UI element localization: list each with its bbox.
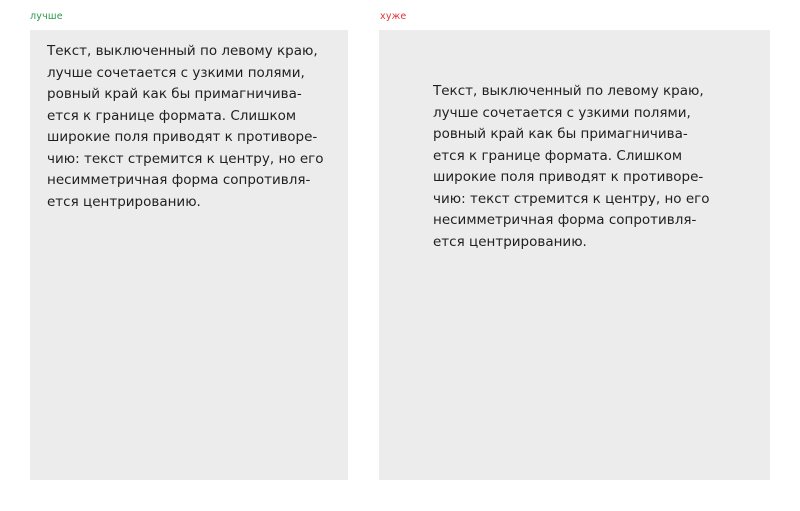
text-line: ется центрированию. [433,233,587,250]
text-line: лучше сочетается с узкими полями, [47,64,305,81]
text-line: Текст, выключенный по левому краю, [433,83,704,99]
text-line: Текст, выключенный по левому краю, [47,43,318,59]
better-example-panel [30,30,348,480]
better-example-text [47,41,323,213]
text-line: несимметричная форма сопротивля- [47,172,311,188]
text-line: широкие поля приводят к противоре- [47,129,318,145]
text-line: несимметричная форма сопротивля- [433,212,697,228]
text-line: ется к границе формата. Слишком [47,107,297,124]
better-example-label: лучше [30,11,63,22]
text-line: ровный край как бы примагничива- [433,126,688,142]
text-line: чию: текст стремится к центру, но его [433,190,710,207]
worse-example-label: хуже [380,11,407,22]
text-line: ется к границе формата. Слишком [433,147,683,164]
text-line: ется центрированию. [47,193,201,210]
text-line: чию: текст стремится к центру, но его [47,150,324,167]
worse-example-text [433,81,709,253]
text-line: ровный край как бы примагничива- [47,86,302,102]
text-line: лучше сочетается с узкими полями, [433,104,691,121]
worse-example-panel [379,30,770,480]
text-line: широкие поля приводят к противоре- [433,169,704,185]
